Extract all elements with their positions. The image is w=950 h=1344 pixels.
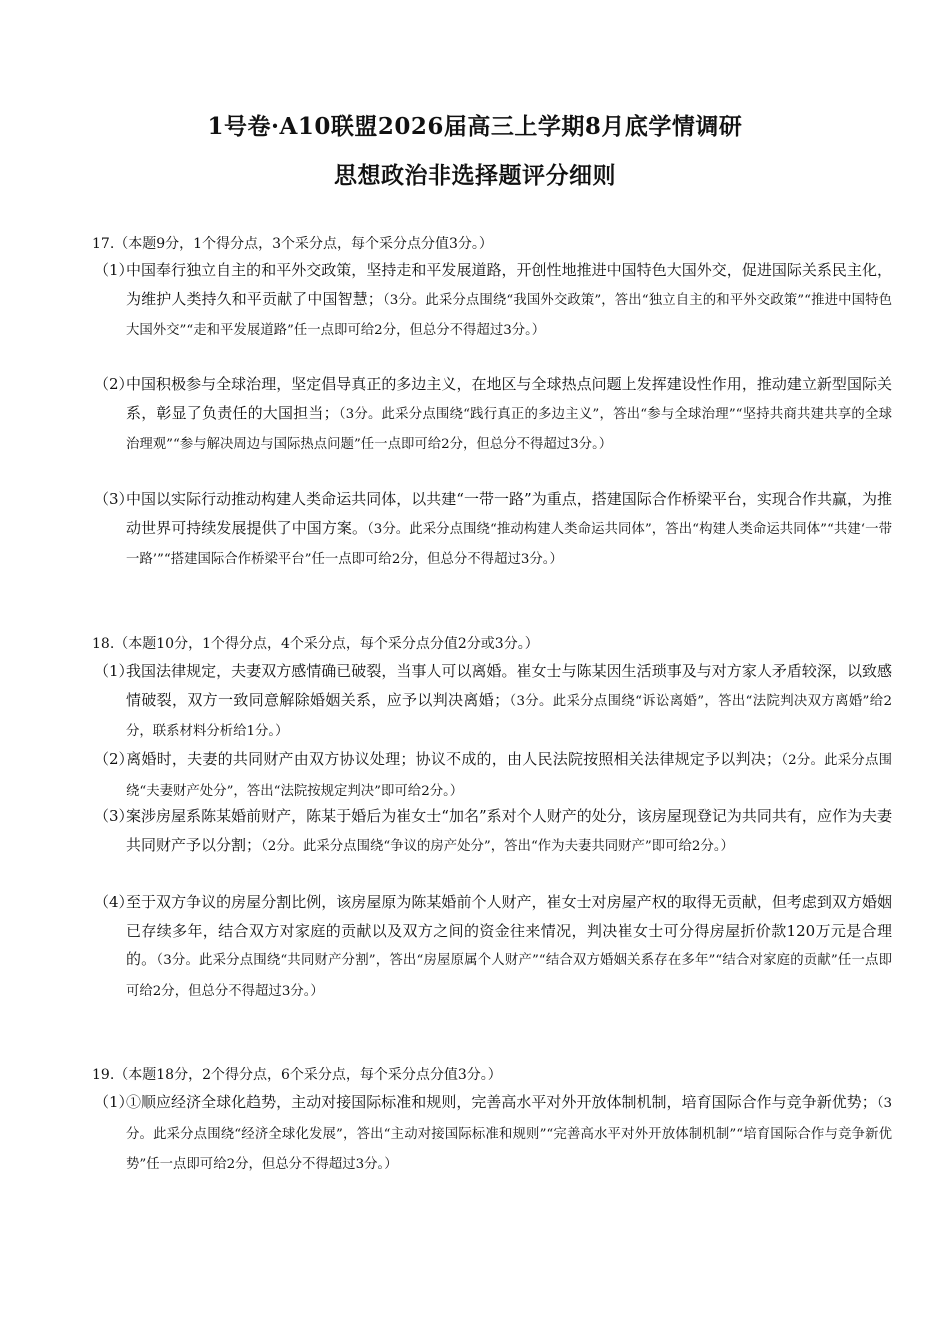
item-answer: 中国积极参与全球治理，坚定倡导真正的多边主义，在地区与全球热点问题上发挥建设性作用，推动建立新型国际关系，彰显了负责任的大国担当； [126, 375, 892, 422]
q17-item-3 [94, 485, 892, 575]
q18-item-1 [94, 657, 892, 747]
scoring-note: （2分。此采分点围绕“夫妻财产处分”，答出“法院按规定判决”即可给2分。） [126, 753, 892, 799]
document-subtitle: 思想政治非选择题评分细则 [334, 162, 616, 189]
item-number: （1） [94, 261, 134, 279]
item-number: （2） [94, 375, 134, 393]
q17-item-2 [94, 370, 892, 460]
scoring-note: （3分。此采分点围绕“践行真正的多边主义”，答出“参与全球治理”“坚持共商共建共享的全球治理观”“参与解决周边与国际热点问题”任一点即可给2分，但总分不得超过3分。） [126, 406, 892, 452]
scoring-note: （2分。此采分点围绕“争议的房产处分”，答出“作为夫妻共同财产”即可给2分。） [261, 838, 734, 854]
item-answer: 至于双方争议的房屋分割比例，该房屋原为陈某婚前个人财产，崔女士对房屋产权的取得无贡献，但考虑到双方婚姻已存续多年，结合双方对家庭的贡献以及双方之间的资金往来情况，判决崔女士可分得房屋折价款120万元是合理的。 [126, 893, 892, 968]
item-answer: 离婚时，夫妻的共同财产由双方协议处理；协议不成的，由人民法院按照相关法律规定予以判决； [126, 750, 781, 768]
q18-item-4 [94, 888, 892, 1006]
q19-item-1 [94, 1088, 892, 1180]
item-answer: 中国以实际行动推动构建人类命运共同体，以共建“一带一路”为重点，搭建国际合作桥梁平台，实现合作共赢，为推动世界可持续发展提供了中国方案。 [126, 490, 892, 537]
q18-item-3 [94, 802, 892, 861]
item-number: （4） [94, 893, 134, 911]
item-answer: 我国法律规定，夫妻双方感情确已破裂，当事人可以离婚。崔女士与陈某因生活琐事及与对方家人矛盾较深，以致感情破裂，双方一致同意解除婚姻关系，应予以判决离婚； [126, 662, 892, 709]
item-answer: 案涉房屋系陈某婚前财产，陈某于婚后为崔女士“加名”系对个人财产的处分，该房屋现登记为共同共有，应作为夫妻共同财产予以分割； [126, 807, 892, 854]
scoring-note: （3分。此采分点围绕“推动构建人类命运共同体”，答出“构建人类命运共同体”“共建‘一带一路’”“搭建国际合作桥梁平台”任一点即可给2分，但总分不得超过3分。） [126, 521, 892, 567]
item-number: （3） [94, 490, 134, 508]
question-18-header: 18.（本题10分，1个得分点，4个采分点，每个采分点分值2分或3分。） [92, 636, 539, 652]
item-number: （1） [94, 662, 134, 680]
q17-item-1 [94, 256, 892, 346]
scoring-note: （3分。此采分点围绕“共同财产分割”，答出“房屋原属个人财产”“结合双方婚姻关系存在多年”“结合对家庭的贡献”任一点即可给2分，但总分不得超过3分。） [126, 953, 892, 999]
item-answer: ①顺应经济全球化趋势，主动对接国际标准和规则，完善高水平对外开放体制机制，培育国际合作与竞争新优势； [126, 1093, 877, 1111]
question-17-header: 17.（本题9分，1个得分点，3个采分点，每个采分点分值3分。） [92, 236, 493, 252]
scoring-note: （3分。此采分点围绕“诉讼离婚”，答出“法院判决双方离婚”给2分，联系材料分析给1分。） [126, 693, 892, 739]
item-number: （1） [94, 1093, 134, 1111]
scoring-note: （3分。此采分点围绕“经济全球化发展”，答出“主动对接国际标准和规则”“完善高水平对外开放体制机制”“培育国际合作与竞争新优势”任一点即可给2分，但总分不得超过3分。） [126, 1096, 892, 1172]
item-answer: 中国奉行独立自主的和平外交政策，坚持走和平发展道路，开创性地推进中国特色大国外交，促进国际关系民主化，为维护人类持久和平贡献了中国智慧； [126, 261, 892, 308]
question-19-header: 19.（本题18分，2个得分点，6个采分点，每个采分点分值3分。） [92, 1067, 502, 1083]
q18-item-2 [94, 745, 892, 806]
item-number: （3） [94, 807, 134, 825]
scoring-note: （3分。此采分点围绕“我国外交政策”，答出“独立自主的和平外交政策”“推进中国特色大国外交”“走和平发展道路”任一点即可给2分，但总分不得超过3分。） [126, 292, 892, 338]
item-number: （2） [94, 750, 134, 768]
document-title: 1号卷·A10联盟2026届高三上学期8月底学情调研 [207, 113, 743, 140]
